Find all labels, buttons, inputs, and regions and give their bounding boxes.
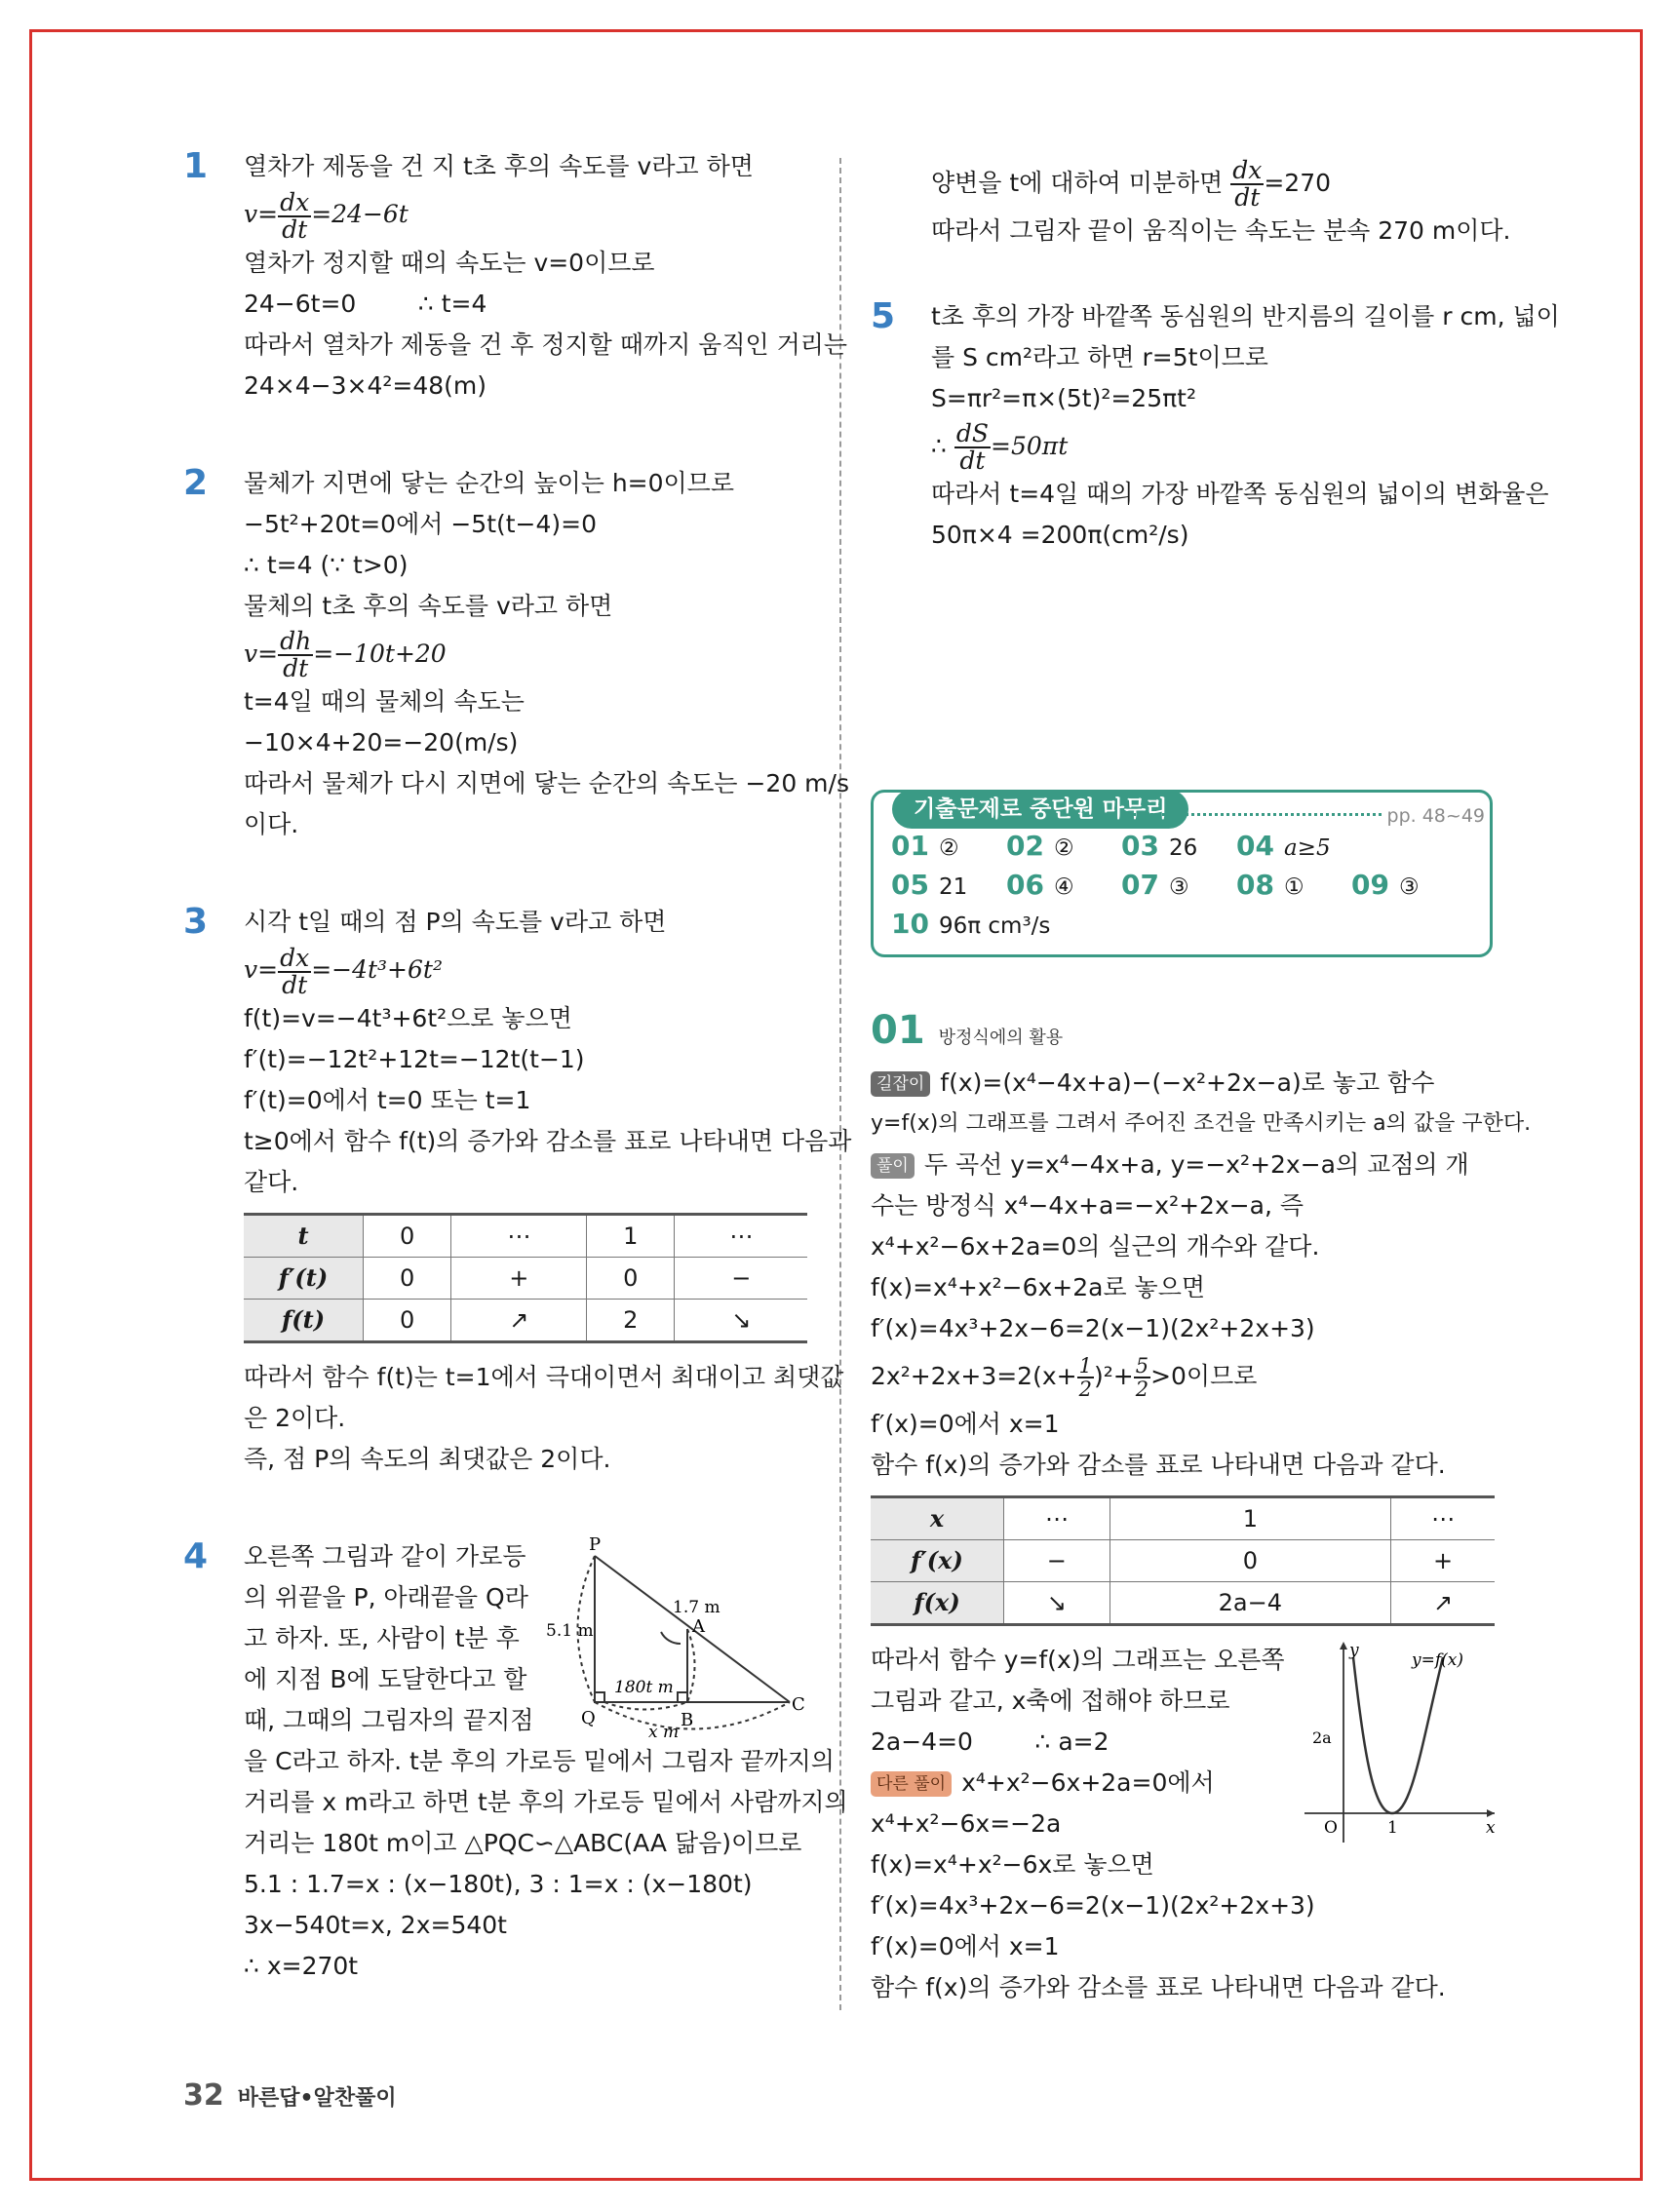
text-line: y=f(x)의 그래프를 그려서 주어진 조건을 만족시키는 a의 값을 구한다. <box>871 1111 1532 1136</box>
table-cell: 0 <box>364 1257 451 1299</box>
text-line: f(x)=(x⁴−4x+a)−(−x²+2x−a)로 놓고 함수 <box>940 1068 1435 1097</box>
text-line: 에 지점 B에 도달한다고 할 <box>244 1664 527 1693</box>
formula-line <box>244 627 807 682</box>
formula-part: 양변을 t에 대하여 미분하면 <box>931 169 1231 197</box>
text-line: 따라서 열차가 제동을 건 후 정지할 때까지 움직인 거리는 <box>244 330 848 359</box>
text-line: 그림과 같고, x축에 접해야 하므로 <box>871 1687 1230 1715</box>
answer-value: a≥5 <box>1283 835 1331 861</box>
text-line: 따라서 함수 f(t)는 t=1에서 극대이면서 최대이고 최댓값 <box>244 1362 844 1391</box>
text-line: f(x)=x⁴+x²−6x+2a로 놓으면 <box>871 1273 1205 1301</box>
text-line: 따라서 그림자 끝이 움직이는 속도는 분속 270 m이다. <box>931 216 1511 245</box>
table-cell: + <box>1391 1540 1495 1582</box>
increase-decrease-table <box>244 1213 807 1343</box>
answer-number: 07 <box>1121 869 1159 901</box>
denominator: 2 <box>1078 1378 1092 1401</box>
table-cell: ↘ <box>675 1299 807 1341</box>
text-line: 2a−4=0 ∴ a=2 <box>871 1727 1110 1756</box>
denominator: dt <box>1234 183 1261 212</box>
text-line: 24×4−3×4²=48(m) <box>244 370 487 400</box>
table-cell: − <box>675 1257 807 1299</box>
answer-value: ② <box>938 835 959 861</box>
formula-part: v= <box>244 200 279 228</box>
y-axis-label: y <box>1349 1641 1359 1660</box>
text-line: −5t²+20t=0에서 −5t(t−4)=0 <box>244 509 598 538</box>
text-line: 같다. <box>244 1167 299 1196</box>
formula-part: v= <box>244 639 279 668</box>
answer-item <box>1236 828 1351 867</box>
quartic-graph <box>1295 1638 1499 1847</box>
text-line: S=πr²=π×(5t)²=25πt² <box>931 384 1196 412</box>
table-cell: ↗ <box>1391 1582 1495 1625</box>
answer-item <box>891 828 1006 867</box>
answer-item <box>1006 828 1121 867</box>
answer-item <box>1121 828 1236 867</box>
table-cell: + <box>451 1257 587 1299</box>
text-line: 이다. <box>244 810 299 838</box>
answer-item <box>1121 867 1236 906</box>
table-cell: 0 <box>364 1299 451 1341</box>
text-line: 두 곡선 y=x⁴−4x+a, y=−x²+2x−a의 교점의 개 <box>923 1150 1469 1179</box>
formula-part: =270 <box>1264 169 1332 197</box>
answer-value: 96π cm³/s <box>938 913 1051 939</box>
formula-part: ∴ <box>931 432 954 460</box>
table-cell: ⋯ <box>675 1214 807 1257</box>
text-line: 열차가 정지할 때의 속도는 v=0이므로 <box>244 248 655 277</box>
denominator: dt <box>282 214 308 244</box>
fraction <box>954 421 991 474</box>
hint-badge: 길잡이 <box>871 1071 930 1097</box>
numerator: 5 <box>1135 1354 1149 1378</box>
formula-line <box>244 187 807 243</box>
problem-number: 4 <box>183 1535 209 1576</box>
answer-row <box>891 906 1472 945</box>
text-line: f′(x)=4x³+2x−6=2(x−1)(2x²+2x+3) <box>871 1314 1315 1342</box>
answer-summary-box <box>871 790 1493 957</box>
solution-4 <box>183 1535 848 1987</box>
alt-solution-badge: 다른 풀이 <box>871 1771 952 1797</box>
numerator: dx <box>280 187 310 216</box>
table-cell: ↘ <box>1004 1582 1110 1625</box>
text-line: 따라서 함수 y=f(x)의 그래프는 오른쪽 <box>871 1646 1285 1674</box>
answer-number: 10 <box>891 908 929 940</box>
text-line: 을 C라고 하자. t분 후의 가로등 밑에서 그림자 끝까지의 <box>244 1746 835 1775</box>
x-axis-label: x <box>1486 1818 1496 1838</box>
numerator: dS <box>955 419 989 447</box>
left-column <box>183 146 852 1987</box>
text-line: f(t)=v=−4t³+6t²으로 놓으면 <box>244 1003 572 1032</box>
formula-line <box>931 156 1495 211</box>
formula-part: >0이므로 <box>1150 1362 1258 1390</box>
dotted-rule <box>1132 813 1395 816</box>
table-cell: f′(x) <box>871 1540 1004 1582</box>
answer-item <box>1236 867 1351 906</box>
answer-value: ① <box>1283 874 1304 900</box>
text-line: 수는 방정식 x⁴−4x+a=−x²+2x−a, 즉 <box>871 1191 1304 1220</box>
formula-line <box>244 943 807 998</box>
answer-number: 03 <box>1121 830 1159 862</box>
answer-number: 05 <box>891 869 929 901</box>
formula-part: =24−6t <box>311 200 409 228</box>
table-cell: ↗ <box>451 1299 587 1341</box>
text-line: 물체의 t초 후의 속도를 v라고 하면 <box>244 591 613 620</box>
text-line: 오른쪽 그림과 같이 가로등 <box>244 1541 526 1571</box>
fraction <box>278 187 311 244</box>
text-line: f′(x)=0에서 x=1 <box>871 1932 1060 1960</box>
label-B: B <box>681 1709 694 1730</box>
question-topic: 방정식에의 활용 <box>938 1028 1064 1048</box>
numerator: dx <box>280 943 310 972</box>
table-cell: ⋯ <box>1391 1497 1495 1540</box>
denominator: dt <box>283 654 309 682</box>
fraction <box>1077 1355 1094 1400</box>
denominator: dt <box>959 446 986 475</box>
text-line: ∴ x=270t <box>244 1951 359 1980</box>
label-P: P <box>589 1535 602 1555</box>
text-line: 은 2이다. <box>244 1403 346 1432</box>
answer-number: 02 <box>1006 830 1044 862</box>
table-cell: 0 <box>587 1257 675 1299</box>
fraction <box>278 629 313 681</box>
text-line: f′(x)=4x³+2x−6=2(x−1)(2x²+2x+3) <box>871 1891 1315 1920</box>
text-line: 를 S cm²라고 하면 r=5t이므로 <box>931 343 1268 371</box>
label-A: A <box>692 1615 705 1637</box>
table-cell: f(x) <box>871 1582 1004 1625</box>
text-line: 거리를 x m라고 하면 t분 후의 가로등 밑에서 사람까지의 <box>244 1787 848 1816</box>
hint-line <box>871 1063 1495 1104</box>
fraction <box>278 943 311 999</box>
problem-number: 2 <box>183 462 209 503</box>
table-row <box>244 1299 807 1341</box>
answer-item <box>891 867 1006 906</box>
page-range: pp. 48~49 <box>1382 796 1485 836</box>
answer-value: ② <box>1053 835 1074 861</box>
text-line: 의 위끝을 P, 아래끝을 Q라 <box>244 1582 528 1611</box>
solution-badge: 풀이 <box>871 1153 915 1179</box>
distance-label: 180t m <box>614 1677 674 1697</box>
answer-value: ③ <box>1398 874 1420 900</box>
answer-item <box>1006 867 1121 906</box>
text-line: f′(t)=0에서 t=0 또는 t=1 <box>244 1085 531 1114</box>
text-line: t=4일 때의 물체의 속도는 <box>244 687 525 716</box>
text-line: 따라서 t=4일 때의 가장 바깥쪽 동심원의 넓이의 변화율은 <box>931 480 1549 508</box>
formula-part: =−10t+20 <box>313 639 447 668</box>
table-cell: 1 <box>1110 1497 1390 1540</box>
answer-number: 09 <box>1351 869 1389 901</box>
text-line: x⁴+x²−6x+2a=0의 실근의 개수와 같다. <box>871 1232 1320 1261</box>
text-line: 24−6t=0 ∴ t=4 <box>244 289 487 318</box>
answer-number: 01 <box>891 830 929 862</box>
increase-decrease-table <box>871 1495 1495 1626</box>
text-line: 3x−540t=x, 2x=540t <box>244 1910 507 1939</box>
fraction <box>1230 158 1264 211</box>
answer-item <box>1351 867 1466 906</box>
numerator: dx <box>1232 156 1263 184</box>
text-line: 5.1 : 1.7=x : (x−180t), 3 : 1=x : (x−180t) <box>244 1869 753 1898</box>
summary-tag: 기출문제로 중단원 마무리 <box>892 790 1188 829</box>
text-line: x⁴+x²−6x=−2a <box>871 1809 1062 1838</box>
formula-part: 2x²+2x+3=2(x+ <box>871 1362 1077 1390</box>
text-line: 50π×4 =200π(cm²/s) <box>931 521 1189 549</box>
table-cell: ⋯ <box>451 1214 587 1257</box>
shadow-distance-label: x m <box>648 1722 680 1741</box>
answer-value: ③ <box>1168 874 1189 900</box>
origin-label: O <box>1324 1818 1338 1838</box>
formula-part: )²+ <box>1093 1362 1134 1390</box>
text-line: t초 후의 가장 바깥쪽 동심원의 반지름의 길이를 r cm, 넓이 <box>931 302 1560 330</box>
table-cell: 0 <box>364 1214 451 1257</box>
table-row <box>871 1497 1495 1540</box>
table-row <box>244 1257 807 1299</box>
label-Q: Q <box>581 1707 596 1728</box>
table-cell: t <box>244 1214 364 1257</box>
page-footer <box>183 2078 397 2113</box>
problem-number: 3 <box>183 902 209 942</box>
table-cell: − <box>1004 1540 1110 1582</box>
question-number: 01 <box>871 1008 925 1053</box>
table-cell: 2a−4 <box>1110 1582 1390 1625</box>
text-line: f(x)=x⁴+x²−6x로 놓으면 <box>871 1850 1154 1879</box>
text-line: f′(t)=−12t²+12t=−12t(t−1) <box>244 1044 585 1073</box>
column-divider <box>839 158 841 2010</box>
answer-number: 04 <box>1236 830 1274 862</box>
table-row <box>871 1540 1495 1582</box>
curve-label: y=f(x) <box>1412 1650 1463 1670</box>
text-line: 즉, 점 P의 속도의 최댓값은 2이다. <box>244 1444 611 1473</box>
formula-part: =50πt <box>991 432 1069 460</box>
formula-line <box>931 419 1495 474</box>
table-cell: 0 <box>1110 1540 1390 1582</box>
problem-number: 5 <box>871 296 896 336</box>
text-line: t≥0에서 함수 f(t)의 증가와 감소를 표로 나타내면 다음과 <box>244 1126 852 1155</box>
answer-number: 08 <box>1236 869 1274 901</box>
formula-part: =−4t³+6t² <box>311 955 443 984</box>
text-line: 함수 f(x)의 증가와 감소를 표로 나타내면 다음과 같다. <box>871 1973 1446 2001</box>
table-cell: 2 <box>587 1299 675 1341</box>
solution-5 <box>871 296 1560 556</box>
text-line: 거리는 180t m이고 △PQC∽△ABC(AA 닮음)이므로 <box>244 1828 802 1857</box>
denominator: 2 <box>1135 1378 1149 1401</box>
height-label: 5.1 m <box>546 1620 594 1641</box>
numerator: 1 <box>1078 1354 1092 1378</box>
text-line: −10×4+20=−20(m/s) <box>244 728 519 757</box>
text-line: 함수 f(x)의 증가와 감소를 표로 나타내면 다음과 같다. <box>871 1451 1446 1479</box>
table-cell: f′(t) <box>244 1257 364 1299</box>
text-line: 고 하자. 또, 사람이 t분 후 <box>244 1623 520 1652</box>
solution-1 <box>183 146 848 407</box>
table-cell: x <box>871 1497 1004 1540</box>
table-cell: f(t) <box>244 1299 364 1341</box>
text-line: x⁴+x²−6x+2a=0에서 <box>961 1768 1215 1797</box>
label-C: C <box>792 1693 805 1715</box>
answer-value: ④ <box>1053 874 1074 900</box>
fraction <box>1134 1355 1150 1400</box>
person-height-label: 1.7 m <box>673 1597 720 1617</box>
formula-line <box>871 1349 1495 1404</box>
solution-line <box>871 1145 1495 1185</box>
table-cell: ⋯ <box>1004 1497 1110 1540</box>
page-number: 32 <box>183 2078 224 2113</box>
text-line: 따라서 물체가 다시 지면에 닿는 순간의 속도는 −20 m/s <box>244 769 849 797</box>
numerator: dh <box>280 627 312 655</box>
table-row <box>871 1582 1495 1625</box>
answer-number: 06 <box>1006 869 1044 901</box>
text-line: ∴ t=4 (∵ t>0) <box>244 550 409 579</box>
table-cell: 1 <box>587 1214 675 1257</box>
answer-row <box>891 867 1472 906</box>
solution-01 <box>871 1008 1532 2008</box>
table-row <box>244 1214 807 1257</box>
lamppost-shadow-figure <box>546 1536 809 1741</box>
y-intercept-label: 2a <box>1312 1728 1332 1747</box>
text-line: 물체가 지면에 닿는 순간의 높이는 h=0이므로 <box>244 468 734 497</box>
question-header <box>871 1010 1495 1059</box>
problem-number: 1 <box>183 146 209 186</box>
text-line: 열차가 제동을 건 지 t초 후의 속도를 v라고 하면 <box>244 152 754 180</box>
book-title: 바른답•알찬풀이 <box>237 2086 397 2111</box>
text-line: f′(x)=0에서 x=1 <box>871 1410 1060 1438</box>
tangent-point-label: 1 <box>1387 1818 1398 1838</box>
answer-item <box>891 906 1050 945</box>
denominator: dt <box>282 970 308 999</box>
text-line: 때, 그때의 그림자의 끝지점 <box>244 1705 534 1734</box>
answer-value: 26 <box>1168 835 1198 861</box>
solution-4-continued <box>871 156 1511 252</box>
answer-value: 21 <box>938 874 968 900</box>
formula-part: v= <box>244 955 279 984</box>
solution-3 <box>183 902 852 1480</box>
text-line: 시각 t일 때의 점 P의 속도를 v라고 하면 <box>244 908 667 936</box>
solution-2 <box>183 462 849 846</box>
